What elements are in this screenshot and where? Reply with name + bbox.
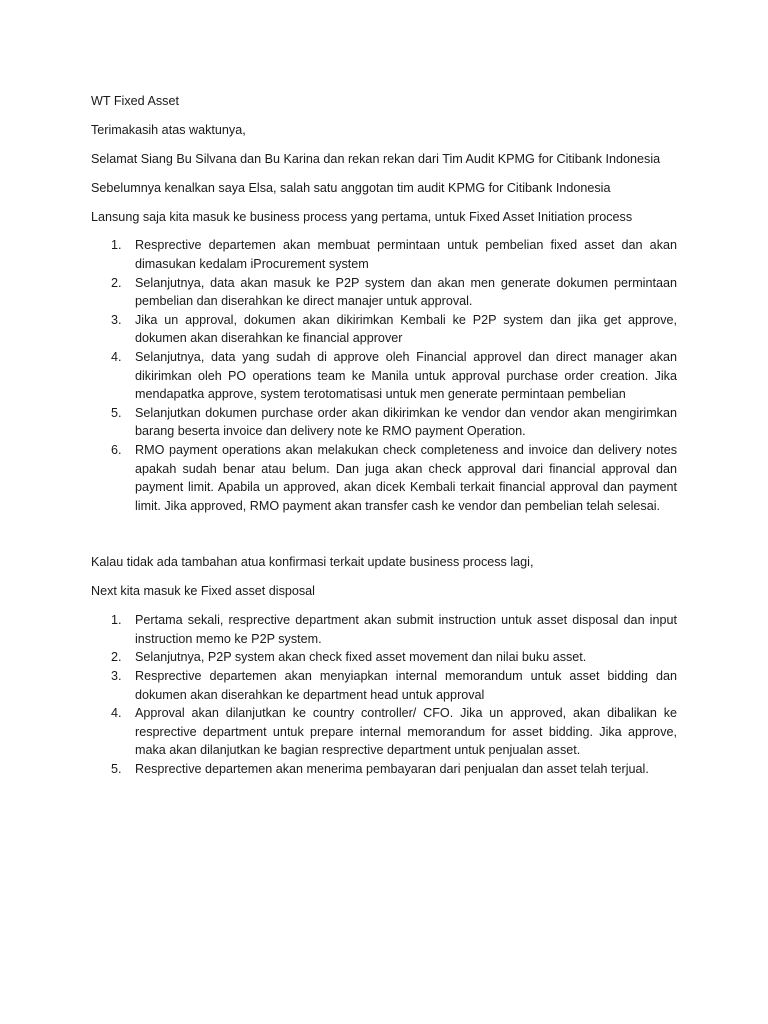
transition-paragraph: Kalau tidak ada tambahan atua konfirmasi terkait update business process lagi,	[91, 555, 534, 570]
list-text: Selanjutnya, data akan masuk ke P2P system dan akan men generate dokumen permintaan pembelian dan diserahkan ke direct manajer untuk approval.	[135, 275, 677, 309]
list-number: 1.	[111, 613, 122, 628]
list-text: RMO payment operations akan melakukan check completeness and invoice dan delivery notes apakah sudah benar atau belum. Dan juga akan check approval dari financial approval dan payment limit. Apabila un approved, akan dicek Kembali terkait financial approval dan payment limit. Jika approved, RMO payment akan transfer cash ke vendor dan pembelian telah selesai.	[135, 442, 677, 513]
list-item	[91, 667, 677, 704]
list-text: Selanjutkan dokumen purchase order akan dikirimkan ke vendor dan vendor akan mengirimkan barang beserta invoice dan delivery note ke RMO payment Operation.	[135, 405, 677, 439]
list-number: 5.	[111, 405, 122, 420]
intro-paragraph: Lansung saja kita masuk ke business process yang pertama, untuk Fixed Asset Initiation process	[91, 209, 633, 224]
document-title: WT Fixed Asset	[91, 94, 179, 108]
list-item	[91, 611, 677, 648]
list-text: Resprective departemen akan menerima pembayaran dari penjualan dan asset telah terjual.	[135, 761, 649, 776]
intro-paragraph: Terimakasih atas waktunya,	[91, 122, 246, 137]
list-number: 3.	[111, 312, 122, 327]
intro-paragraph: Selamat Siang Bu Silvana dan Bu Karina dan rekan rekan dari Tim Audit KPMG for Citibank Indonesia	[91, 151, 661, 166]
list-item	[91, 236, 677, 273]
list-text: Pertama sekali, resprective department akan submit instruction untuk asset disposal dan input instruction memo ke P2P system.	[135, 613, 677, 646]
list-text: Resprective departemen akan membuat permintaan untuk pembelian fixed asset dan akan dimasukan kedalam iProcurement system	[135, 238, 677, 272]
list-item	[91, 274, 677, 311]
list-text: Selanjutnya, P2P system akan check fixed asset movement dan nilai buku asset.	[135, 650, 587, 665]
list-text: Selanjutnya, data yang sudah di approve oleh Financial approvel dan direct manager akan dikirimkan oleh PO operations team ke Manila untuk approval purchase order creation. Jika mendapatka approve, system terotomatisasi untuk men generate permintaan pembelian	[135, 350, 677, 402]
document-page	[91, 92, 677, 788]
list-number: 2.	[111, 275, 122, 290]
list-number: 2.	[111, 650, 122, 665]
list-text: Jika un approval, dokumen akan dikirimkan Kembali ke P2P system dan jika get approve, dokumen akan diserahkan ke financial approver	[135, 312, 677, 346]
list-item	[91, 404, 677, 441]
intro-paragraph: Sebelumnya kenalkan saya Elsa, salah satu anggotan tim audit KPMG for Citibank Indonesia	[91, 180, 611, 195]
list-number: 5.	[111, 761, 122, 776]
initiation-steps-list	[91, 236, 677, 515]
list-item	[91, 311, 677, 348]
list-text: Approval akan dilanjutkan ke country controller/ CFO. Jika un approved, akan dibalikan ke resprective department untuk prepare internal memorandum for asset bidding. Jika approve, maka akan dilanjutkan ke bagian resprective department untuk penjualan asset.	[135, 706, 677, 758]
list-item	[91, 760, 677, 779]
list-number: 6.	[111, 442, 122, 457]
disposal-steps-list	[91, 611, 677, 778]
list-text: Resprective departemen akan menyiapkan internal memorandum untuk asset bidding dan dokumen akan diserahkan ke department head untuk approval	[135, 668, 677, 702]
list-number: 4.	[111, 350, 122, 365]
blank-line	[91, 525, 677, 553]
list-item	[91, 348, 677, 404]
list-number: 4.	[111, 706, 122, 721]
list-item	[91, 648, 677, 667]
list-item	[91, 704, 677, 760]
list-number: 1.	[111, 238, 122, 253]
list-number: 3.	[111, 668, 122, 683]
section-heading: Next kita masuk ke Fixed asset disposal	[91, 584, 315, 599]
list-item	[91, 441, 677, 515]
